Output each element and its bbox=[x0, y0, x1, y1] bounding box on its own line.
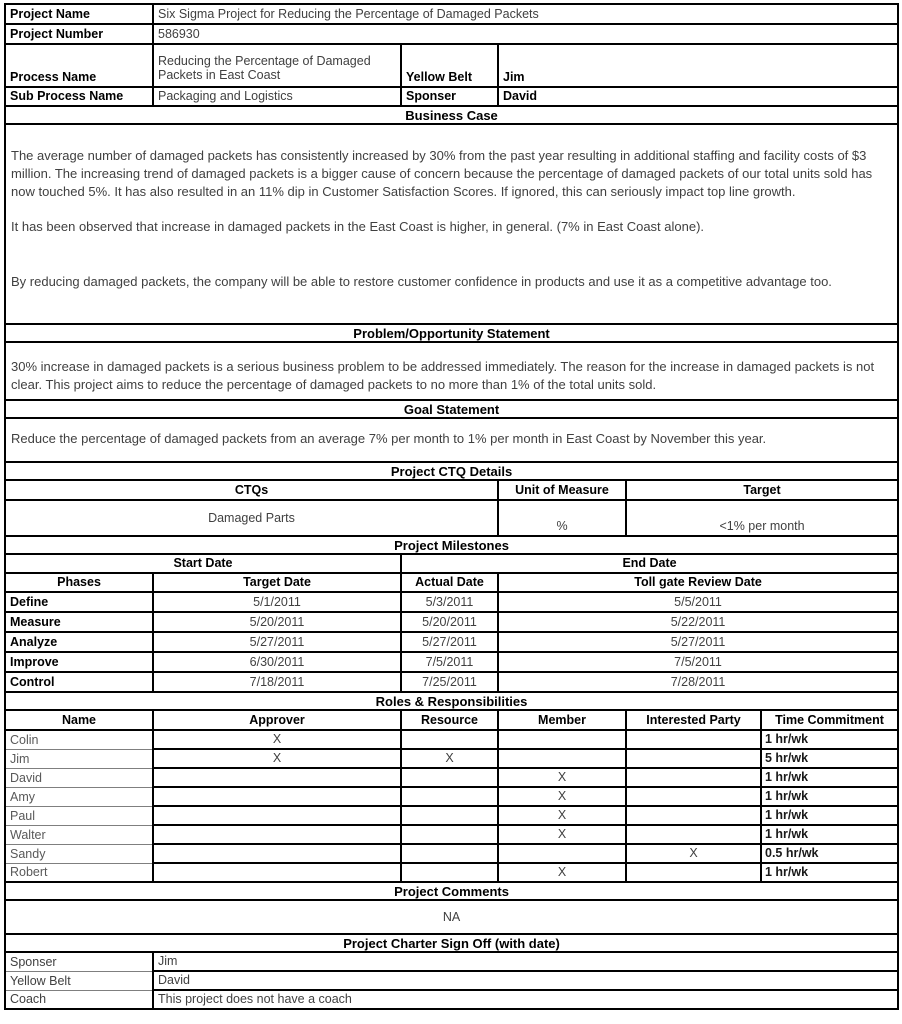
milestones-col-target: Target Date bbox=[153, 573, 401, 592]
yellow-belt-label: Yellow Belt bbox=[401, 44, 498, 87]
business-case-title: Business Case bbox=[5, 106, 898, 124]
role-approver-cell bbox=[153, 768, 401, 787]
goal-statement-title: Goal Statement bbox=[5, 400, 898, 418]
role-name-cell: Robert bbox=[5, 863, 153, 882]
project-name-row bbox=[5, 4, 898, 24]
role-resource-cell bbox=[401, 806, 498, 825]
roles-title: Roles & Responsibilities bbox=[5, 692, 898, 710]
ctq-value-cell: Damaged Parts bbox=[5, 500, 498, 536]
role-row bbox=[5, 844, 898, 863]
role-name-cell: Jim bbox=[5, 749, 153, 768]
milestone-phase-cell: Measure bbox=[5, 612, 153, 632]
business-case-header-row bbox=[5, 106, 898, 124]
role-resource-cell bbox=[401, 768, 498, 787]
milestone-target-cell: 7/18/2011 bbox=[153, 672, 401, 692]
role-name-cell: David bbox=[5, 768, 153, 787]
sponser-value: David bbox=[498, 87, 898, 106]
role-resource-cell bbox=[401, 844, 498, 863]
comments-title: Project Comments bbox=[5, 882, 898, 900]
ctq-target-cell: <1% per month bbox=[626, 500, 898, 536]
roles-col-approver: Approver bbox=[153, 710, 401, 730]
milestone-actual-cell: 5/27/2011 bbox=[401, 632, 498, 652]
role-time-cell: 1 hr/wk bbox=[761, 825, 898, 844]
yellow-belt-value: Jim bbox=[498, 44, 898, 87]
signoff-row bbox=[5, 990, 898, 1009]
milestones-start-date-header: Start Date bbox=[5, 554, 401, 573]
role-approver-cell bbox=[153, 863, 401, 882]
sponser-label: Sponser bbox=[401, 87, 498, 106]
ctq-header-row bbox=[5, 462, 898, 480]
role-interested-cell bbox=[626, 787, 761, 806]
signoff-label-cell: Sponser bbox=[5, 952, 153, 971]
comments-body-row bbox=[5, 900, 898, 934]
role-time-cell: 5 hr/wk bbox=[761, 749, 898, 768]
milestone-row bbox=[5, 612, 898, 632]
milestone-actual-cell: 5/3/2011 bbox=[401, 592, 498, 612]
role-time-cell: 1 hr/wk bbox=[761, 787, 898, 806]
signoff-header-row bbox=[5, 934, 898, 952]
problem-statement-body-row bbox=[5, 342, 898, 400]
process-name-label: Process Name bbox=[5, 44, 153, 87]
role-approver-cell bbox=[153, 806, 401, 825]
business-case-body-row bbox=[5, 124, 898, 324]
project-number-value: 586930 bbox=[153, 24, 898, 44]
milestone-row bbox=[5, 592, 898, 612]
role-resource-cell bbox=[401, 787, 498, 806]
ctq-col-ctqs: CTQs bbox=[5, 480, 498, 500]
milestone-phase-cell: Control bbox=[5, 672, 153, 692]
milestone-review-cell: 5/22/2011 bbox=[498, 612, 898, 632]
goal-statement-header-row bbox=[5, 400, 898, 418]
roles-col-time: Time Commitment bbox=[761, 710, 898, 730]
ctq-column-header-row bbox=[5, 480, 898, 500]
role-resource-cell bbox=[401, 863, 498, 882]
signoff-row bbox=[5, 952, 898, 971]
milestone-row bbox=[5, 632, 898, 652]
role-name-cell: Paul bbox=[5, 806, 153, 825]
role-row bbox=[5, 749, 898, 768]
role-time-cell: 1 hr/wk bbox=[761, 863, 898, 882]
signoff-value-cell: This project does not have a coach bbox=[153, 990, 898, 1009]
role-member-cell bbox=[498, 749, 626, 768]
process-name-value: Reducing the Percentage of Damaged Packets in East Coast bbox=[153, 44, 401, 87]
role-time-cell: 1 hr/wk bbox=[761, 730, 898, 749]
milestones-col-review: Toll gate Review Date bbox=[498, 573, 898, 592]
project-name-label: Project Name bbox=[5, 4, 153, 24]
business-case-paragraph: By reducing damaged packets, the company will be able to restore customer confidence in products and use it as a competitive advantage too. bbox=[11, 274, 832, 289]
milestones-header-row bbox=[5, 536, 898, 554]
ctq-data-row bbox=[5, 500, 898, 536]
milestone-review-cell: 5/27/2011 bbox=[498, 632, 898, 652]
business-case-paragraph: The average number of damaged packets has consistently increased by 30% from the past year resulting in additional staffing and facility costs of $3 million. The increasing trend of damaged packets is a bigger cause of concern because the percentage of damaged packets of our total units sold has now touched 5%. It has also resulted in an 11% dip in Customer Satisfaction Scores. If ignored, this can seriously impact top line growth. bbox=[11, 148, 873, 199]
goal-statement-text bbox=[5, 418, 898, 462]
role-row bbox=[5, 768, 898, 787]
ctq-col-target: Target bbox=[626, 480, 898, 500]
milestones-end-date-header: End Date bbox=[401, 554, 898, 573]
roles-col-resource: Resource bbox=[401, 710, 498, 730]
roles-header-row bbox=[5, 692, 898, 710]
milestones-col-phases: Phases bbox=[5, 573, 153, 592]
ctq-unit-cell: % bbox=[498, 500, 626, 536]
business-case-text bbox=[5, 124, 898, 324]
role-approver-cell: X bbox=[153, 730, 401, 749]
sub-process-value: Packaging and Logistics bbox=[153, 87, 401, 106]
role-approver-cell bbox=[153, 787, 401, 806]
milestone-actual-cell: 7/25/2011 bbox=[401, 672, 498, 692]
role-interested-cell bbox=[626, 825, 761, 844]
project-charter-table bbox=[4, 3, 899, 1010]
role-resource-cell bbox=[401, 730, 498, 749]
milestone-target-cell: 5/1/2011 bbox=[153, 592, 401, 612]
role-name-cell: Sandy bbox=[5, 844, 153, 863]
ctq-col-unit: Unit of Measure bbox=[498, 480, 626, 500]
role-name-cell: Amy bbox=[5, 787, 153, 806]
milestone-target-cell: 6/30/2011 bbox=[153, 652, 401, 672]
goal-statement-body-row bbox=[5, 418, 898, 462]
ctq-title: Project CTQ Details bbox=[5, 462, 898, 480]
role-row bbox=[5, 787, 898, 806]
signoff-label-cell: Coach bbox=[5, 990, 153, 1009]
roles-col-member: Member bbox=[498, 710, 626, 730]
role-member-cell bbox=[498, 844, 626, 863]
role-row bbox=[5, 863, 898, 882]
role-interested-cell bbox=[626, 749, 761, 768]
comments-header-row bbox=[5, 882, 898, 900]
role-member-cell: X bbox=[498, 787, 626, 806]
role-name-cell: Colin bbox=[5, 730, 153, 749]
role-approver-cell bbox=[153, 825, 401, 844]
signoff-row bbox=[5, 971, 898, 990]
role-resource-cell bbox=[401, 825, 498, 844]
milestone-phase-cell: Improve bbox=[5, 652, 153, 672]
milestones-col-actual: Actual Date bbox=[401, 573, 498, 592]
role-row bbox=[5, 806, 898, 825]
roles-col-name: Name bbox=[5, 710, 153, 730]
problem-statement-paragraph: 30% increase in damaged packets is a serious business problem to be addressed immediately. The reason for the increase in damaged packets is not clear. This project aims to reduce the percentage of damaged packets to no more than 1% of the total units sold. bbox=[11, 359, 875, 392]
role-name-cell: Walter bbox=[5, 825, 153, 844]
milestones-title: Project Milestones bbox=[5, 536, 898, 554]
milestone-actual-cell: 7/5/2011 bbox=[401, 652, 498, 672]
signoff-label-cell: Yellow Belt bbox=[5, 971, 153, 990]
signoff-title: Project Charter Sign Off (with date) bbox=[5, 934, 898, 952]
role-member-cell: X bbox=[498, 768, 626, 787]
problem-statement-header-row bbox=[5, 324, 898, 342]
milestone-phase-cell: Analyze bbox=[5, 632, 153, 652]
role-interested-cell: X bbox=[626, 844, 761, 863]
role-row bbox=[5, 825, 898, 844]
milestone-review-cell: 7/5/2011 bbox=[498, 652, 898, 672]
role-member-cell: X bbox=[498, 863, 626, 882]
signoff-value-cell: David bbox=[153, 971, 898, 990]
milestones-group-header-row bbox=[5, 554, 898, 573]
sub-process-row bbox=[5, 87, 898, 106]
milestone-target-cell: 5/27/2011 bbox=[153, 632, 401, 652]
milestone-actual-cell: 5/20/2011 bbox=[401, 612, 498, 632]
project-name-value: Six Sigma Project for Reducing the Percentage of Damaged Packets bbox=[153, 4, 898, 24]
role-interested-cell bbox=[626, 730, 761, 749]
milestone-review-cell: 5/5/2011 bbox=[498, 592, 898, 612]
roles-column-header-row bbox=[5, 710, 898, 730]
comments-value: NA bbox=[5, 900, 898, 934]
role-member-cell: X bbox=[498, 825, 626, 844]
role-member-cell: X bbox=[498, 806, 626, 825]
sub-process-label: Sub Process Name bbox=[5, 87, 153, 106]
role-member-cell bbox=[498, 730, 626, 749]
milestones-column-header-row bbox=[5, 573, 898, 592]
signoff-value-cell: Jim bbox=[153, 952, 898, 971]
role-resource-cell: X bbox=[401, 749, 498, 768]
process-name-row bbox=[5, 44, 898, 87]
problem-statement-text bbox=[5, 342, 898, 400]
role-approver-cell bbox=[153, 844, 401, 863]
role-interested-cell bbox=[626, 768, 761, 787]
milestone-target-cell: 5/20/2011 bbox=[153, 612, 401, 632]
business-case-paragraph: It has been observed that increase in damaged packets in the East Coast is higher, in general. (7% in East Coast alone). bbox=[11, 219, 705, 234]
role-interested-cell bbox=[626, 806, 761, 825]
problem-statement-title: Problem/Opportunity Statement bbox=[5, 324, 898, 342]
roles-col-interested: Interested Party bbox=[626, 710, 761, 730]
role-time-cell: 1 hr/wk bbox=[761, 806, 898, 825]
role-interested-cell bbox=[626, 863, 761, 882]
role-time-cell: 0.5 hr/wk bbox=[761, 844, 898, 863]
project-number-row bbox=[5, 24, 898, 44]
role-row bbox=[5, 730, 898, 749]
milestone-row bbox=[5, 672, 898, 692]
goal-statement-paragraph: Reduce the percentage of damaged packets from an average 7% per month to 1% per month in East Coast by November this year. bbox=[11, 431, 767, 446]
milestone-row bbox=[5, 652, 898, 672]
project-number-label: Project Number bbox=[5, 24, 153, 44]
milestone-review-cell: 7/28/2011 bbox=[498, 672, 898, 692]
milestone-phase-cell: Define bbox=[5, 592, 153, 612]
role-approver-cell: X bbox=[153, 749, 401, 768]
role-time-cell: 1 hr/wk bbox=[761, 768, 898, 787]
